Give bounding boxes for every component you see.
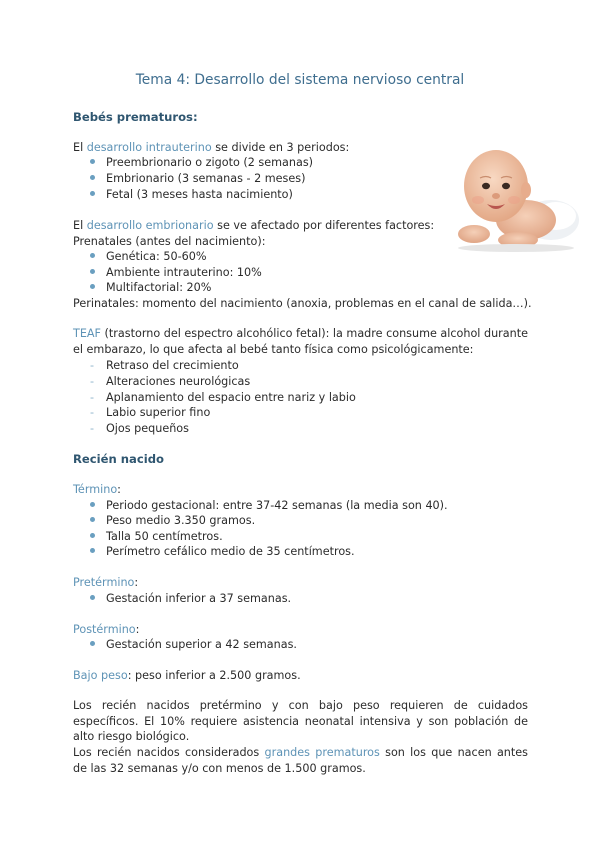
list-item	[90, 405, 210, 420]
bajo-peso-line	[73, 668, 301, 683]
colon: :	[117, 483, 121, 496]
term-teaf: TEAF	[73, 327, 101, 340]
bullet-icon	[90, 502, 95, 507]
list-item-text: Multifactorial: 20%	[106, 281, 212, 294]
list-item	[90, 513, 255, 528]
left-cheek	[472, 196, 484, 204]
list-item-text: Labio superior fino	[106, 406, 211, 419]
bullet-icon	[90, 159, 95, 164]
colon: :	[134, 576, 139, 589]
list-item-text: Genética: 50-60%	[106, 250, 207, 263]
term-termino: Término	[73, 483, 118, 496]
bullet-icon	[90, 548, 95, 553]
factors-text: El	[73, 219, 87, 232]
head-shape	[464, 150, 528, 222]
teaf-text: (trastorno del espectro alcohólico fetal): la madre consume alcohol durante el embarazo, lo que afecta al bebé tanto física como psicológicamente:	[73, 327, 528, 356]
paragraph-text: Los recién nacidos considerados	[73, 746, 265, 759]
paragraph-text-end: son los que nacen antes de las 32 semanas y/o con menos de 1.500 gramos.	[73, 746, 528, 775]
list-item	[90, 249, 207, 264]
bullet-icon	[90, 253, 95, 258]
term-grandes-prematuros: grandes prematuros	[264, 746, 380, 759]
baby-photo	[456, 140, 582, 252]
page-title: Tema 4: Desarrollo del sistema nervioso central	[135, 72, 465, 88]
list-item	[90, 544, 355, 559]
list-item-text: Ojos pequeños	[106, 422, 189, 435]
factors-line	[73, 218, 434, 233]
list-item-text: Fetal (3 meses hasta nacimiento)	[106, 188, 293, 201]
list-item-text: Preembrionario o zigoto (2 semanas)	[106, 156, 314, 169]
list-item-text: Talla 50 centímetros.	[106, 530, 223, 543]
paragraph-grandes-prematuros	[73, 745, 528, 776]
list-item-text: Periodo gestacional: entre 37-42 semanas (la media son 40).	[106, 499, 448, 512]
term-postermino: Postérmino	[73, 623, 136, 636]
list-item	[90, 155, 313, 170]
intro-line	[73, 140, 349, 155]
paragraph-cuidados: Los recién nacidos pretérmino y con bajo peso requieren de cuidados específicos. El 10% requiere asistencia neonatal intensiva y son población de alto riesgo biológico.	[73, 699, 528, 743]
bullet-icon	[90, 175, 95, 180]
list-item	[90, 358, 239, 373]
pretermino-label-line	[73, 575, 138, 590]
list-item	[90, 390, 356, 405]
nose-shape	[492, 193, 500, 199]
term-desarrollo-intrauterino: desarrollo intrauterino	[86, 141, 212, 154]
section-heading-prematuros: Bebés prematuros:	[73, 110, 198, 124]
bullet-icon	[90, 595, 95, 600]
bullet-icon	[90, 191, 95, 196]
intro-text-end: se divide en 3 periodos:	[211, 141, 350, 154]
list-item-text: Retraso del crecimiento	[106, 359, 239, 372]
left-eye	[482, 183, 490, 189]
bullet-icon	[90, 284, 95, 289]
dash-icon: -	[90, 359, 95, 372]
list-item	[90, 637, 297, 652]
bullet-icon	[90, 269, 95, 274]
postermino-label-line	[73, 622, 139, 637]
ear-shape	[521, 182, 531, 198]
factors-text-end: se ve afectado por diferentes factores:	[213, 219, 435, 232]
list-item	[90, 421, 189, 436]
left-arm-shape	[458, 225, 490, 243]
teaf-paragraph	[73, 326, 528, 357]
list-item-text: Alteraciones neurológicas	[106, 375, 251, 388]
list-item-text: Peso medio 3.350 gramos.	[106, 514, 256, 527]
list-item	[90, 591, 291, 606]
term-pretermino: Pretérmino	[73, 576, 135, 589]
list-item	[90, 171, 305, 186]
list-item-text: Gestación inferior a 37 semanas.	[106, 592, 292, 605]
termino-label-line	[73, 482, 121, 497]
list-item-text: Aplanamiento del espacio entre nariz y labio	[106, 391, 356, 404]
term-desarrollo-embrionario: desarrollo embrionario	[86, 219, 214, 232]
dash-icon: -	[90, 391, 95, 404]
list-item	[90, 374, 250, 389]
colon: :	[135, 623, 140, 636]
right-cheek	[508, 196, 520, 204]
perinatal-line: Perinatales: momento del nacimiento (anoxia, problemas en el canal de salida…).	[73, 297, 532, 310]
list-item	[90, 498, 448, 513]
section-heading-recien-nacido: Recién nacido	[73, 452, 164, 466]
list-item-text: Perímetro cefálico medio de 35 centímetros.	[106, 545, 355, 558]
list-item	[90, 280, 211, 295]
list-item-text: Embrionario (3 semanas - 2 meses)	[106, 172, 306, 185]
list-item	[90, 187, 293, 202]
bajo-peso-text: : peso inferior a 2.500 gramos.	[127, 669, 301, 682]
dash-icon: -	[90, 422, 95, 435]
term-bajo-peso: Bajo peso	[73, 669, 128, 682]
dash-icon: -	[90, 406, 95, 419]
dash-icon: -	[90, 375, 95, 388]
intro-text: El	[73, 141, 87, 154]
bullet-icon	[90, 641, 95, 646]
prenatal-label: Prenatales (antes del nacimiento):	[73, 235, 266, 248]
right-eye	[502, 183, 510, 189]
bullet-icon	[90, 517, 95, 522]
list-item-text: Ambiente intrauterino: 10%	[106, 266, 262, 279]
list-item	[90, 529, 223, 544]
bullet-icon	[90, 533, 95, 538]
list-item-text: Gestación superior a 42 semanas.	[106, 638, 297, 651]
list-item	[90, 265, 262, 280]
ground-shadow	[458, 244, 574, 252]
